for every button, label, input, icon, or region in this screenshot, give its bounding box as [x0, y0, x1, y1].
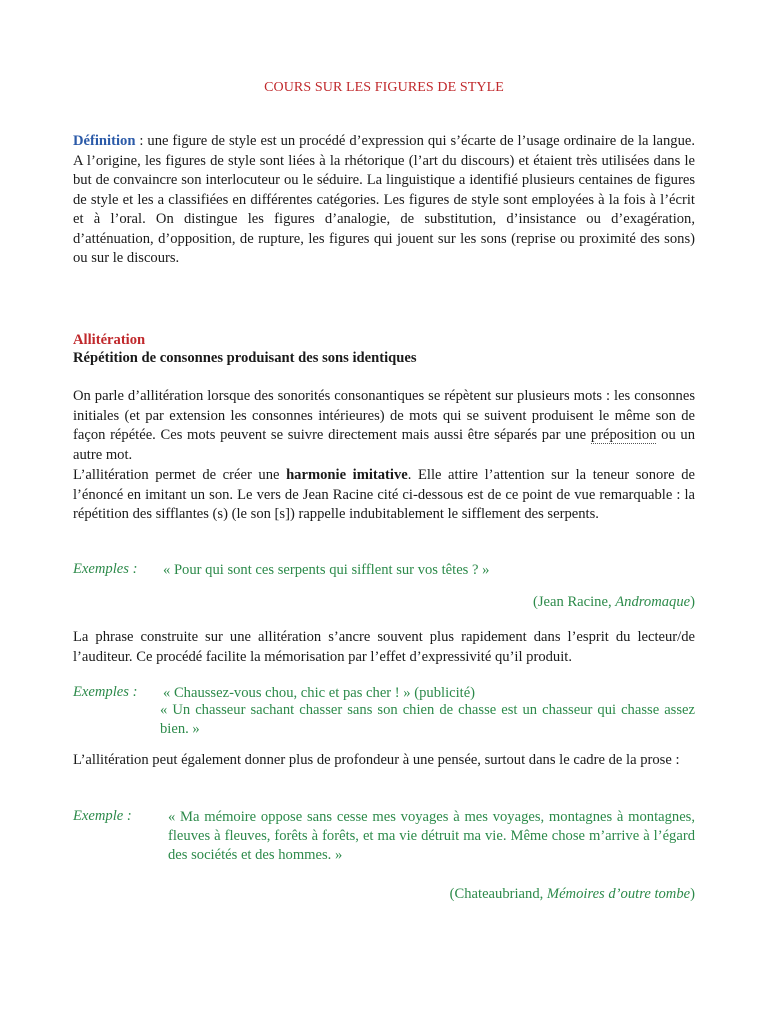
source1-author: (Jean Racine,	[533, 594, 616, 610]
alliteration-subheading: Répétition de consonnes produisant des sons identiques	[73, 350, 417, 366]
examples-label-2: Exemples :	[73, 684, 138, 700]
examples-label-1: Exemples :	[73, 561, 138, 577]
alliteration-paragraph-2	[73, 466, 695, 525]
definition-text: : une figure de style est un procédé d’expression qui s’écarte de l’usage ordinaire de la langue. A l’origine, les figures de style sont liées à la rhétorique (l’art du discours) et étaient très utilisées dans le but de convaincre son interlocuteur ou le séduire. La linguistique a identifié plusieurs centaines de figures de style et les a classifiées en différentes catégories. Les figures de style sont employées à la fois à l’écrit et à l’oral. On distingue les figures d’analogie, de substitution, d’insistance ou d’exagération, d’atténuation, d’opposition, de rupture, les figures qui jouent sur les sons (reprise ou proximité des sons) ou sur le discours.	[73, 133, 695, 266]
example-3: « Ma mémoire oppose sans cesse mes voyages à mes voyages, montagnes à montagnes, fleuves à fleuves, forêts à forêts, et ma vie détruit ma vie. Même chose m’arrive à l’égard des sociétés et des hommes. »	[168, 809, 695, 863]
source1-close: )	[690, 594, 695, 610]
page-title: COURS SUR LES FIGURES DE STYLE	[264, 80, 504, 95]
alliteration-heading: Allitération	[73, 332, 146, 348]
example-1: « Pour qui sont ces serpents qui sifflent sur vos têtes ? »	[163, 562, 490, 578]
source2-close: )	[690, 886, 695, 902]
harmonie-imitative: harmonie imitative	[286, 467, 408, 483]
source1-work: Andromaque	[615, 594, 691, 610]
para1-text: On parle d’allitération lorsque des sonorités consonantiques se répètent sur plusieurs mots : les consonnes initiales (et par extension les consonnes intérieures) de mots qui se suivent produisent le même son de façon répétée. Ces mots peuvent se suivre directement mais aussi être séparés par une	[73, 388, 695, 443]
para2-end: . Elle attire l’attention sur la teneur sonore de l’énoncé en imitant un son. Le vers de Jean Racine cité ci-dessous est de ce point de vue remarquable : la répétition des sifflantes (s) (le son [s]) rappelle indubitablement le sifflement des serpents.	[73, 467, 695, 522]
alliteration-paragraph-4: L’allitération peut également donner plus de profondeur à une pensée, surtout dans le cadre de la prose :	[73, 752, 680, 768]
source2-work: Mémoires d’outre tombe	[546, 886, 691, 902]
source2-author: (Chateaubriand,	[449, 886, 547, 902]
example-label-3: Exemple :	[73, 808, 132, 824]
alliteration-paragraph-1	[73, 387, 695, 465]
definition-paragraph	[73, 132, 695, 269]
para2-start: L’allitération permet de créer une	[73, 467, 287, 483]
alliteration-paragraph-3: La phrase construite sur une allitération s’ancre souvent plus rapidement dans l’esprit du lecteur/de l’auditeur. Ce procédé facilite la mémorisation par l’effet d’expressivité qu’il produit.	[73, 629, 695, 665]
preposition-link[interactable]: préposition	[590, 427, 657, 443]
definition-label: Définition	[73, 133, 136, 149]
para1-end: ou un autre mot.	[73, 427, 695, 463]
source-1	[73, 594, 695, 611]
example-2a: « Chaussez-vous chou, chic et pas cher ! » (publicité)	[163, 685, 476, 701]
example-2b: « Un chasseur sachant chasser sans son chien de chasse est un chasseur qui chasse assez bien. »	[160, 702, 695, 737]
source-2	[73, 886, 695, 903]
